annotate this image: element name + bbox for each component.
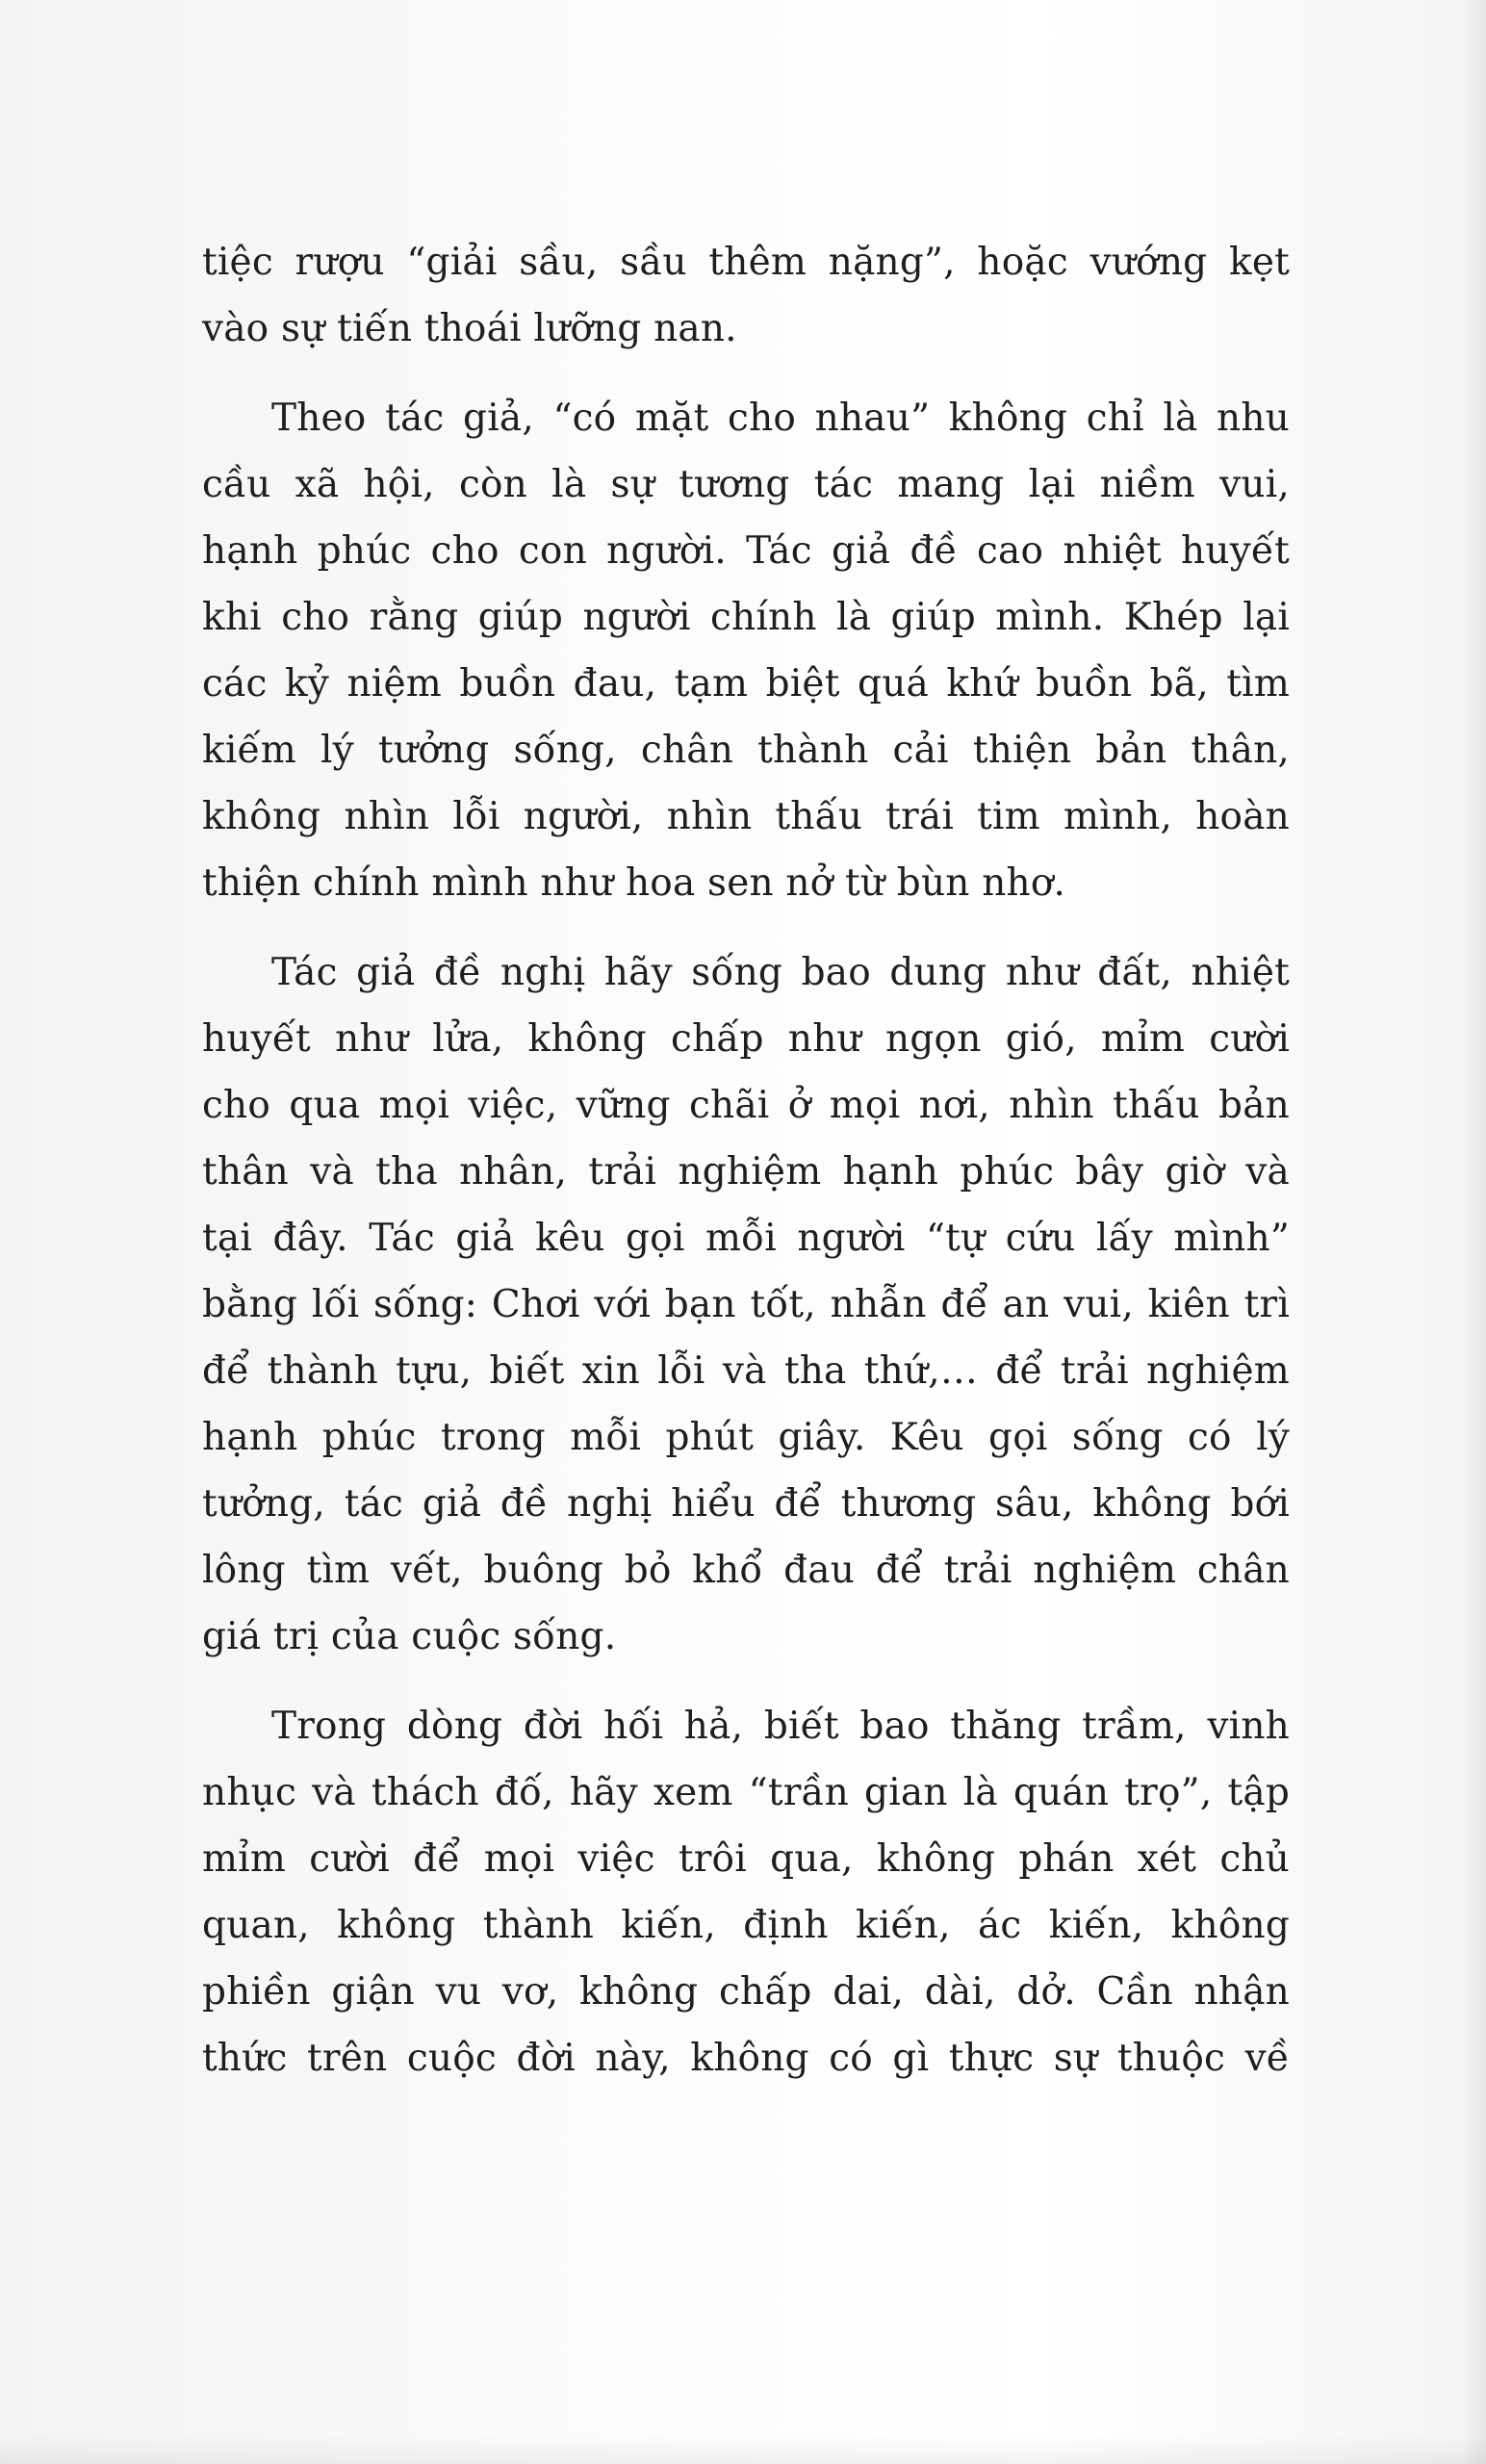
text-line: tại đây. Tác giả kêu gọi mỗi người “tự cứu lấy mình” bbox=[202, 1217, 1290, 1260]
text-line: lông tìm vết, buông bỏ khổ đau để trải nghiệm chân bbox=[202, 1549, 1290, 1592]
text-line: bằng lối sống: Chơi với bạn tốt, nhẫn để an vui, kiên trì bbox=[202, 1283, 1290, 1326]
text-line: hạnh phúc trong mỗi phút giây. Kêu gọi sống có lý bbox=[202, 1416, 1290, 1459]
page-bottom-shadow bbox=[0, 2435, 1486, 2464]
text-line: Tác giả đề nghị hãy sống bao dung như đất, nhiệt bbox=[271, 951, 1290, 994]
text-line: huyết như lửa, không chấp như ngọn gió, mỉm cười bbox=[202, 1017, 1290, 1061]
text-line: quan, không thành kiến, định kiến, ác kiến, không bbox=[202, 1904, 1290, 1947]
page-edge-shadow bbox=[1461, 0, 1486, 2464]
text-line: cầu xã hội, còn là sự tương tác mang lại niềm vui, bbox=[202, 463, 1290, 506]
paragraph-1 bbox=[202, 229, 1290, 362]
text-line: mỉm cười để mọi việc trôi qua, không phán xét chủ bbox=[202, 1837, 1290, 1881]
text-line: Theo tác giả, “có mặt cho nhau” không chỉ là nhu bbox=[271, 397, 1290, 440]
text-line: tưởng, tác giả đề nghị hiểu để thương sâu, không bới bbox=[202, 1482, 1290, 1526]
text-line: thân và tha nhân, trải nghiệm hạnh phúc bây giờ và bbox=[202, 1150, 1290, 1194]
text-line: kiếm lý tưởng sống, chân thành cải thiện bản thân, bbox=[202, 729, 1290, 772]
text-line: hạnh phúc cho con người. Tác giả đề cao nhiệt huyết bbox=[202, 529, 1290, 573]
text-line: khi cho rằng giúp người chính là giúp mình. Khép lại bbox=[202, 596, 1290, 639]
text-line: nhục và thách đố, hãy xem “trần gian là quán trọ”, tập bbox=[202, 1771, 1290, 1814]
text-line: thiện chính mình như hoa sen nở từ bùn nhơ. bbox=[202, 861, 1066, 905]
text-line: không nhìn lỗi người, nhìn thấu trái tim mình, hoàn bbox=[202, 795, 1290, 838]
text-line: phiền giận vu vơ, không chấp dai, dài, dở. Cần nhận bbox=[202, 1970, 1290, 2014]
text-line: để thành tựu, biết xin lỗi và tha thứ,… để trải nghiệm bbox=[202, 1349, 1290, 1393]
text-line: Trong dòng đời hối hả, biết bao thăng trầm, vinh bbox=[271, 1705, 1290, 1748]
paragraph-3 bbox=[202, 939, 1290, 1670]
page-body-text bbox=[202, 229, 1290, 2115]
paragraph-4 bbox=[202, 1693, 1290, 2092]
text-line: vào sự tiến thoái lưỡng nan. bbox=[202, 307, 737, 350]
text-line: thức trên cuộc đời này, không có gì thực sự thuộc về bbox=[202, 2037, 1290, 2080]
text-line: tiệc rượu “giải sầu, sầu thêm nặng”, hoặc vướng kẹt bbox=[202, 241, 1290, 284]
text-line: cho qua mọi việc, vững chãi ở mọi nơi, nhìn thấu bản bbox=[202, 1084, 1290, 1127]
text-line: giá trị của cuộc sống. bbox=[202, 1615, 617, 1658]
paragraph-2 bbox=[202, 385, 1290, 916]
text-line: các kỷ niệm buồn đau, tạm biệt quá khứ buồn bã, tìm bbox=[202, 662, 1290, 706]
